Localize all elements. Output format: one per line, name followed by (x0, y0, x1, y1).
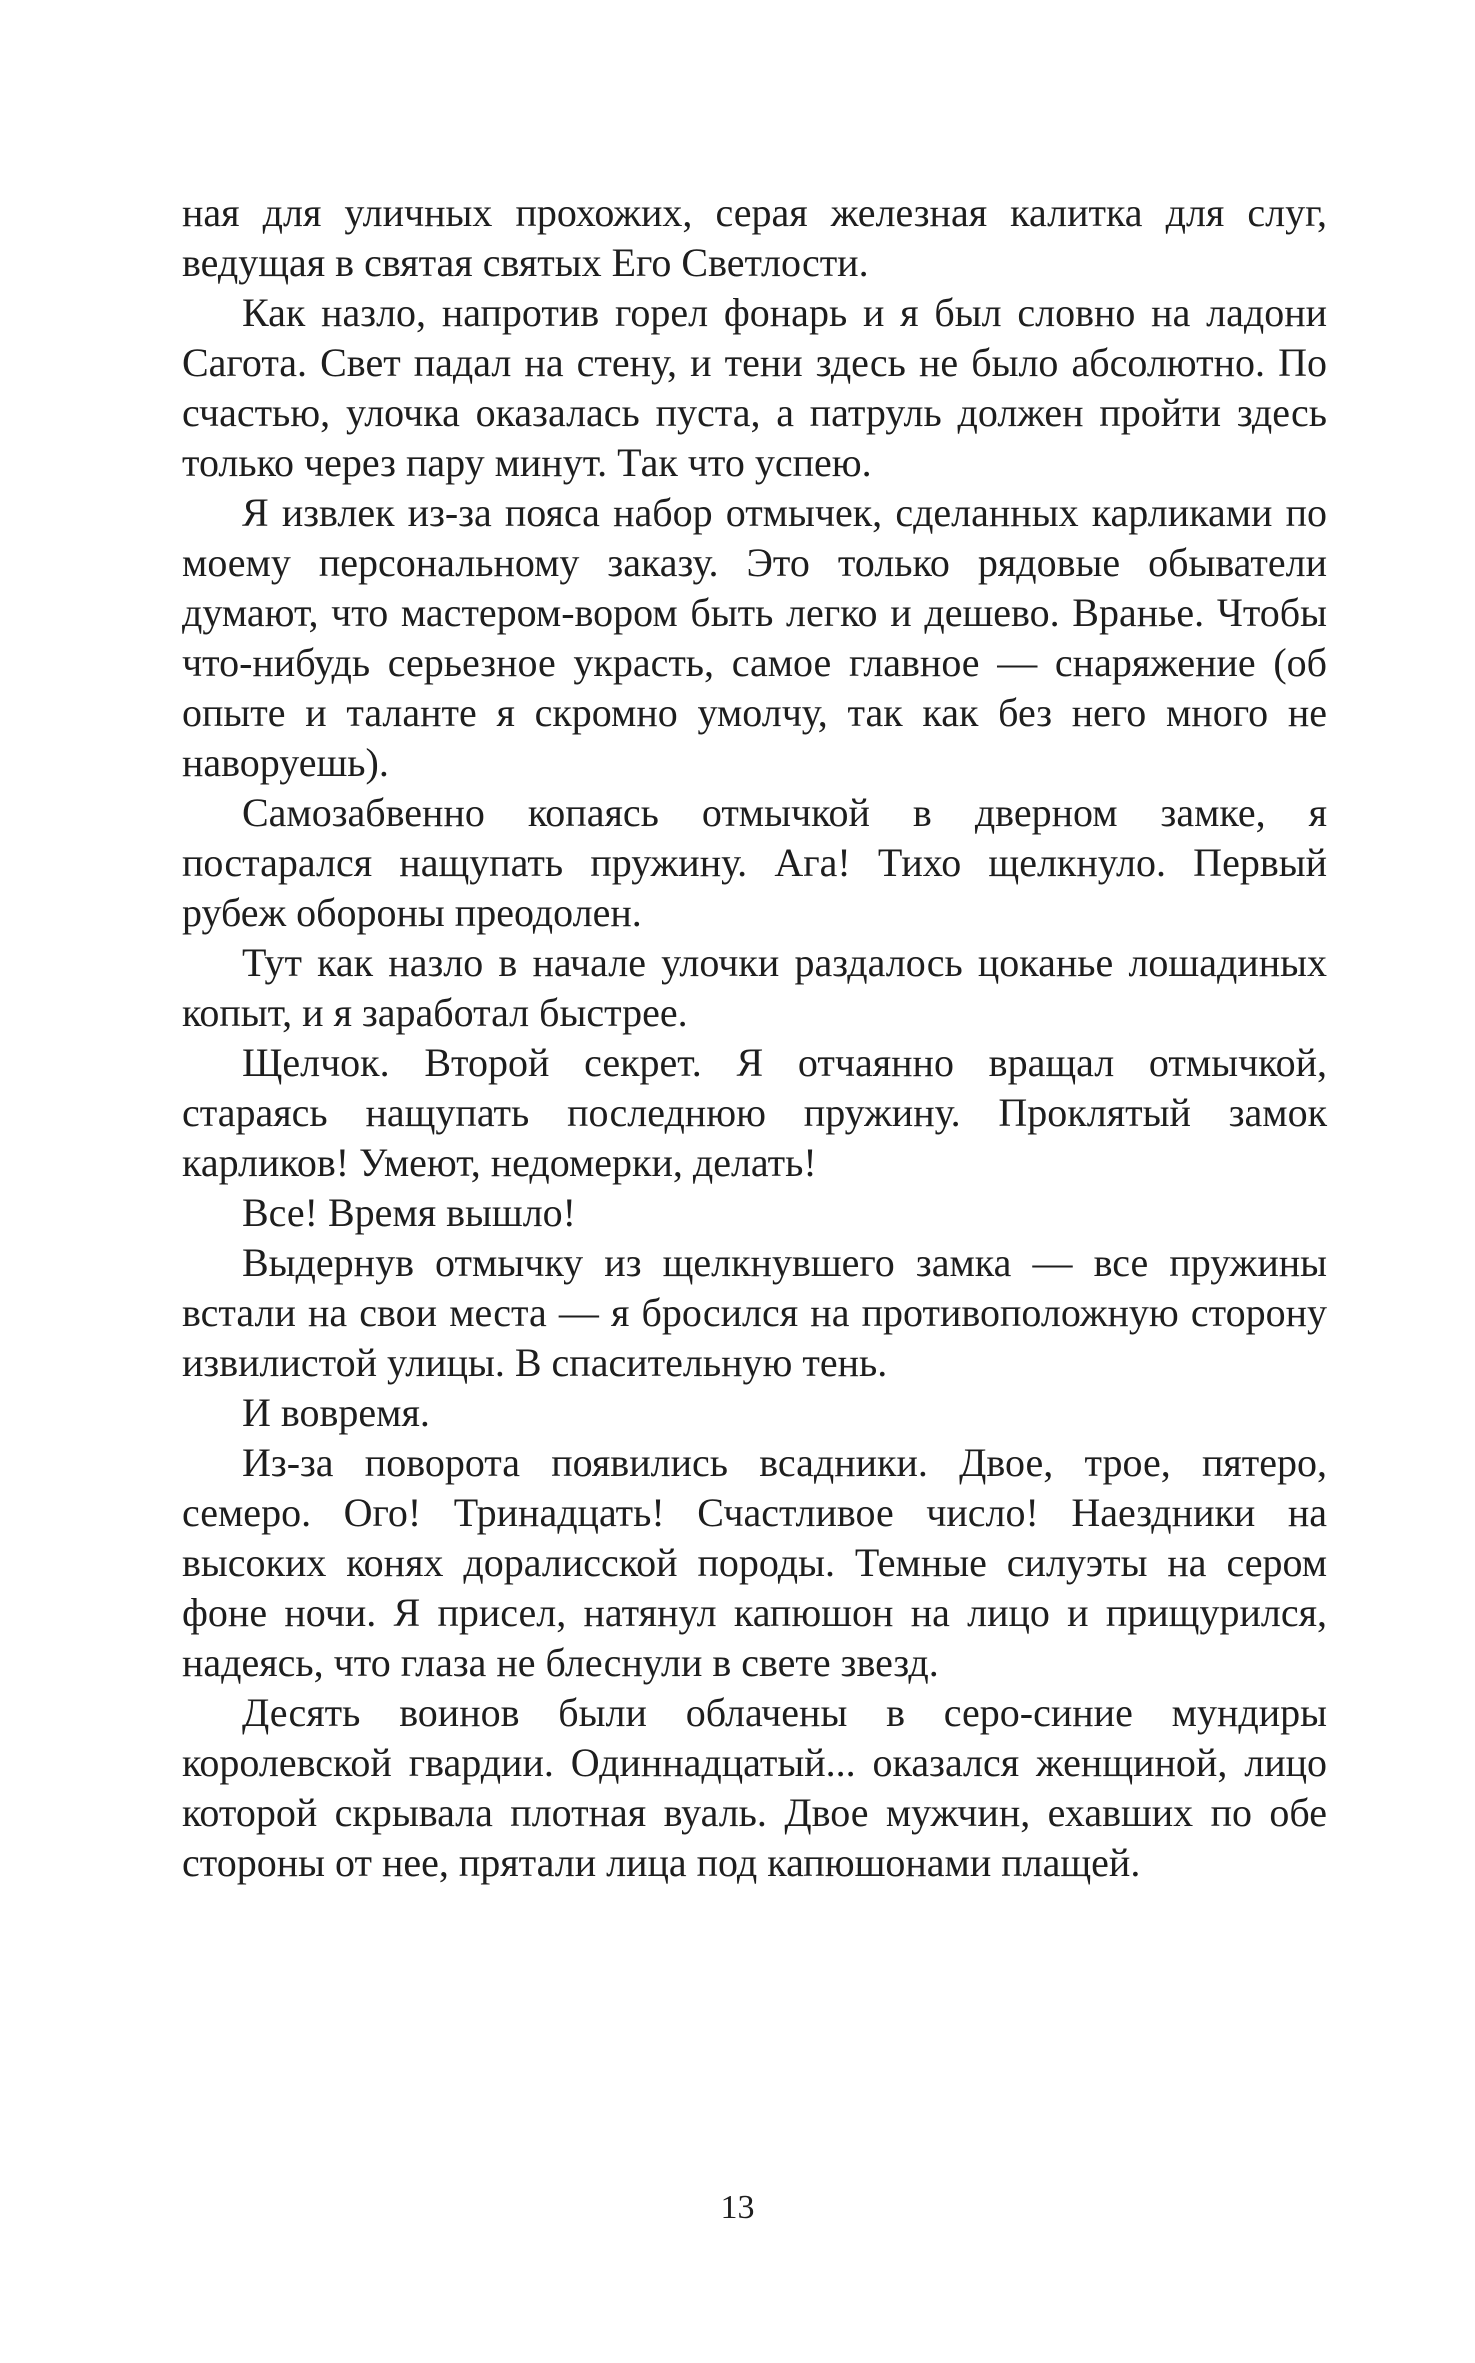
page-body (182, 188, 1327, 1888)
paragraph: Самозабвенно копаясь отмычкой в дверном замке, я постарался нащупать пружину. Ага! Тихо щелкнуло. Первый рубеж обороны преодолен. (182, 790, 1327, 935)
page-number: 13 (720, 2189, 755, 2226)
paragraph: Щелчок. Второй секрет. Я отчаянно вращал отмычкой, стараясь нащупать последнюю пружину. Проклятый замок карликов! Умеют, недомерки, делать! (182, 1040, 1327, 1185)
paragraph: Тут как назло в начале улочки раздалось цоканье лошадиных копыт, и я заработал быстрее. (182, 940, 1327, 1035)
paragraph: Из-за поворота появились всадники. Двое, трое, пятеро, семеро. Ого! Тринадцать! Счастливое число! Наездники на высоких конях доралисской породы. Темные силуэты на сером фоне ночи. Я присел, натянул капюшон на лицо и прищурился, надеясь, что глаза не блеснули в свете звезд. (182, 1440, 1327, 1685)
paragraph-continued: ная для уличных прохожих, серая железная калитка для слуг, ведущая в святая святых Его Светлости. (182, 190, 1327, 285)
paragraph: Я извлек из-за пояса набор отмычек, сделанных карликами по моему персональному заказу. Это только рядовые обыватели думают, что мастером-вором быть легко и дешево. Вранье. Чтобы что-нибудь серьезное украсть, самое главное — снаряжение (об опыте и таланте я скромно умолчу, так как без него много не наворуешь). (182, 490, 1327, 785)
paragraph: Выдернув отмычку из щелкнувшего замка — все пружины встали на свои места — я бросился на противоположную сторону извилистой улицы. В спасительную тень. (182, 1240, 1327, 1385)
paragraph: Десять воинов были облачены в серо-синие мундиры королевской гвардии. Одиннадцатый... оказался женщиной, лицо которой скрывала плотная вуаль. Двое мужчин, ехавших по обе стороны от нее, прятали лица под капюшонами плащей. (182, 1690, 1327, 1885)
paragraph: И вовремя. (242, 1390, 430, 1435)
paragraph: Все! Время вышло! (242, 1190, 576, 1235)
paragraph: Как назло, напротив горел фонарь и я был словно на ладони Сагота. Свет падал на стену, и тени здесь не было абсолютно. По счастью, улочка оказалась пуста, а патруль должен пройти здесь только через пару минут. Так что успею. (182, 290, 1327, 485)
